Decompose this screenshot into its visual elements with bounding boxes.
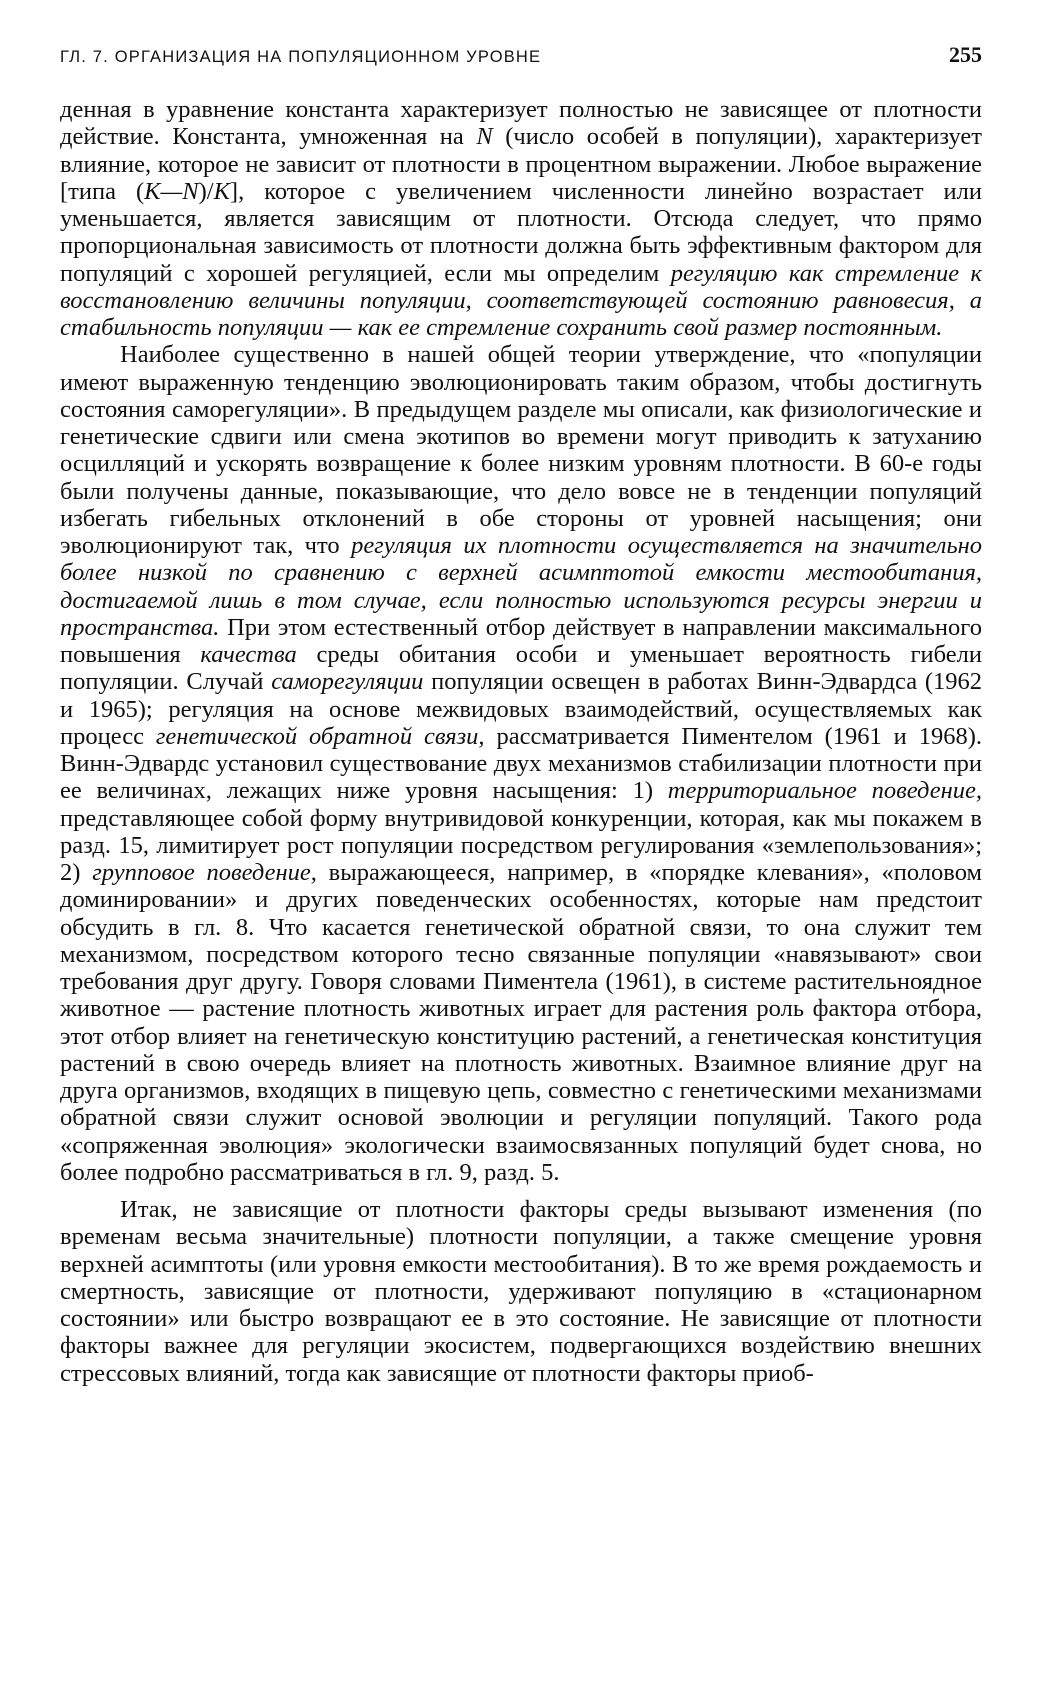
text-run: среды обитания особи и уменьшает вероятность гибели популяции. Случай xyxy=(60,641,982,696)
book-page xyxy=(60,42,982,1387)
italic-text: генетической обратной связи, xyxy=(155,722,485,750)
text-run: денная в уравнение константа характеризует полностью не зависящее от плотности действие. Константа, умноженная на xyxy=(60,96,982,151)
italic-text: групповое поведение, xyxy=(92,859,317,886)
page-number: 255 xyxy=(949,42,982,67)
text-run: представляющее собой форму внутривидовой конкуренции, которая, как мы покажем в разд. 15, лимитирует рост популяции посредством регулирования «землепользования»; 2) xyxy=(60,804,982,886)
italic-text: K xyxy=(213,177,230,205)
text-run: популяции освещен в работах Винн-Эдвардса (1962 и 1965); регуляция на основе межвидовых взаимодействий, осуществляемых как процесс xyxy=(60,668,982,750)
italic-text: K—N xyxy=(144,177,199,205)
paragraph xyxy=(60,1196,982,1387)
body-text xyxy=(60,96,982,1387)
italic-text: регуляция их плотности осуществляется на значительно более низкой по сравнению с верхней асимптотой емкости местообитания, достигаемой лишь в том случае, если полностью используются ресурсы энергии и пространства. xyxy=(60,532,982,641)
paragraph xyxy=(60,341,982,1186)
text-run: (число особей в популяции), характеризует влияние, которое не зависит от плотности в процентном выражении. Любое выражение [типа ( xyxy=(60,123,982,205)
chapter-title: ГЛ. 7. ОРГАНИЗАЦИЯ НА ПОПУЛЯЦИОННОМ УРОВНЕ xyxy=(60,48,542,66)
text-run: рассматривается Пиментелом (1961 и 1968). Винн-Эдвардс установил существование двух механизмов стабилизации плотности при ее величинах, лежащих ниже уровня насыщения: 1) xyxy=(60,722,982,805)
text-run: При этом естественный отбор действует в направлении максимального повышения xyxy=(60,613,982,668)
italic-text: территориальное поведение, xyxy=(667,777,982,805)
text-run: ], которое с увеличением численности линейно возрастает или уменьшается, является зависящим от плотности. Отсюда следует, что прямо пропорциональная зависимость от плотности должна быть эффективным фактором для популяций с хорошей регуляцией, если мы определим xyxy=(60,177,982,287)
paragraph xyxy=(60,96,982,341)
running-header xyxy=(60,42,982,78)
italic-text: качества xyxy=(200,641,297,668)
text-run: Итак, не зависящие от плотности факторы среды вызывают изменения (по временам весьма значительные) плотности популяции, а также смещение уровня верхней асимптоты (или уровня емкости местообитания). В то же время рождаемость и смертность, зависящие от плотности, удерживают популяцию в «стационарном состоянии» или быстро возвращают ее в это состояние. Не зависящие от плотности факторы важнее для регуляции экосистем, подвергающихся воздействию внешних стрессовых влияний, тогда как зависящие от плотности факторы приоб- xyxy=(60,1196,982,1387)
text-run: выражающееся, например, в «порядке клевания», «половом доминировании» и других поведенческих особенностях, которые нам предстоит обсудить в гл. 8. Что касается генетической обратной связи, то она служит тем механизмом, посредством которого тесно связанные популяции «навязывают» свои требования друг другу. Говоря словами Пиментела (1961), в системе растительноядное животное — растение плотность животных играет для растения роль фактора отбора, этот отбор влияет на генетическую конституцию растений, а генетическая конституция растений в свою очередь влияет на плотность животных. Взаимное влияние друг на друга организмов, входящих в пищевую цепь, совместно с генетическими механизмами обратной связи служит основой эволюции и регуляции популяций. Такого рода «сопряженная эволюция» экологически взаимосвязанных популяций будет снова, но более подробно рассматриваться в гл. 9, разд. 5. xyxy=(60,859,982,1186)
italic-text: саморегуляции xyxy=(271,668,424,696)
italic-text: регуляцию как стремление к восстановлению величины популяции, соответствующей состоянию равновесия, а стабильность популяции — как ее стремление сохранить свой размер постоянным. xyxy=(60,259,982,341)
text-run: Наиболее существенно в нашей общей теории утверждение, что «популяции имеют выраженную тенденцию эволюционировать таким образом, чтобы достигнуть состояния саморегуляции». В предыдущем разделе мы описали, как физиологические и генетические сдвиги или смена экотипов во времени могут приводить к затуханию осцилляций и ускорять возвращение к более низким уровням плотности. В 60-е годы были получены данные, показывающие, что дело вовсе не в тенденции популяций избегать гибельных отклонений в обе стороны от уровней насыщения; они эволюционируют так, что xyxy=(60,341,982,559)
text-run: )/ xyxy=(198,177,214,205)
italic-text: N xyxy=(476,123,493,151)
